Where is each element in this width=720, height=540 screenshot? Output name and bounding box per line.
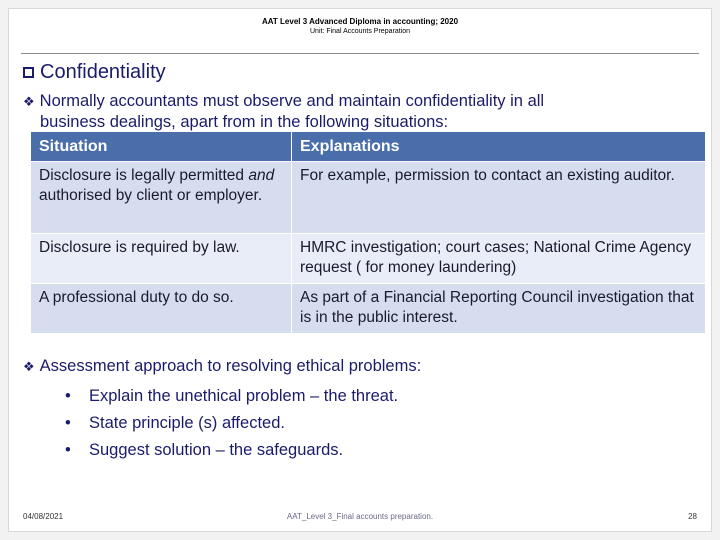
section-title <box>23 61 166 84</box>
footer-date: 04/08/2021 <box>23 512 64 521</box>
footer-title: AAT_Level 3_Final accounts preparation. <box>286 512 434 521</box>
table-header-row <box>31 132 705 161</box>
intro-line-2: business dealings, apart from in the following situations: <box>40 113 449 131</box>
table-cell-explanation: For example, permission to contact an existing auditor. <box>292 162 705 233</box>
table-cell-situation: A professional duty to do so. <box>31 284 291 333</box>
table-row <box>31 234 705 283</box>
list-item: • Explain the unethical problem – the threat. <box>65 387 398 414</box>
diamond-icon: ❖ <box>23 94 35 109</box>
table-header-situation: Situation <box>31 132 291 161</box>
assessment-list <box>65 387 398 468</box>
bullet-icon: • <box>65 441 71 459</box>
slide <box>8 8 712 532</box>
bullet-icon: • <box>65 414 71 432</box>
table-cell-situation: Disclosure is legally permitted and authorised by client or employer. <box>31 162 291 233</box>
table-cell-explanation: HMRC investigation; court cases; National Crime Agency request ( for money laundering) <box>292 234 705 283</box>
section-title-text: Confidentiality <box>40 61 166 83</box>
bullet-icon: • <box>65 387 71 405</box>
header-divider <box>21 53 699 54</box>
header-unit: Unit: Final Accounts Preparation <box>310 28 410 35</box>
assessment-heading: ❖ Assessment approach to resolving ethical problems: <box>23 357 422 375</box>
list-item: • State principle (s) affected. <box>65 414 398 441</box>
table-header-explanations: Explanations <box>292 132 705 161</box>
list-item: • Suggest solution – the safeguards. <box>65 441 398 468</box>
table-cell-explanation: As part of a Financial Reporting Council investigation that is in the public interest. <box>292 284 705 333</box>
page-number: 28 <box>688 512 697 521</box>
table-row <box>31 284 705 333</box>
table-row <box>31 162 705 233</box>
table-cell-situation: Disclosure is required by law. <box>31 234 291 283</box>
situations-table <box>30 131 706 334</box>
diamond-icon: ❖ <box>23 359 35 374</box>
intro-bullet <box>23 91 683 133</box>
header-course: AAT Level 3 Advanced Diploma in accounting; 2020 <box>261 17 459 26</box>
intro-line-1: Normally accountants must observe and maintain confidentiality in all <box>39 92 545 110</box>
checkbox-icon <box>23 67 34 78</box>
